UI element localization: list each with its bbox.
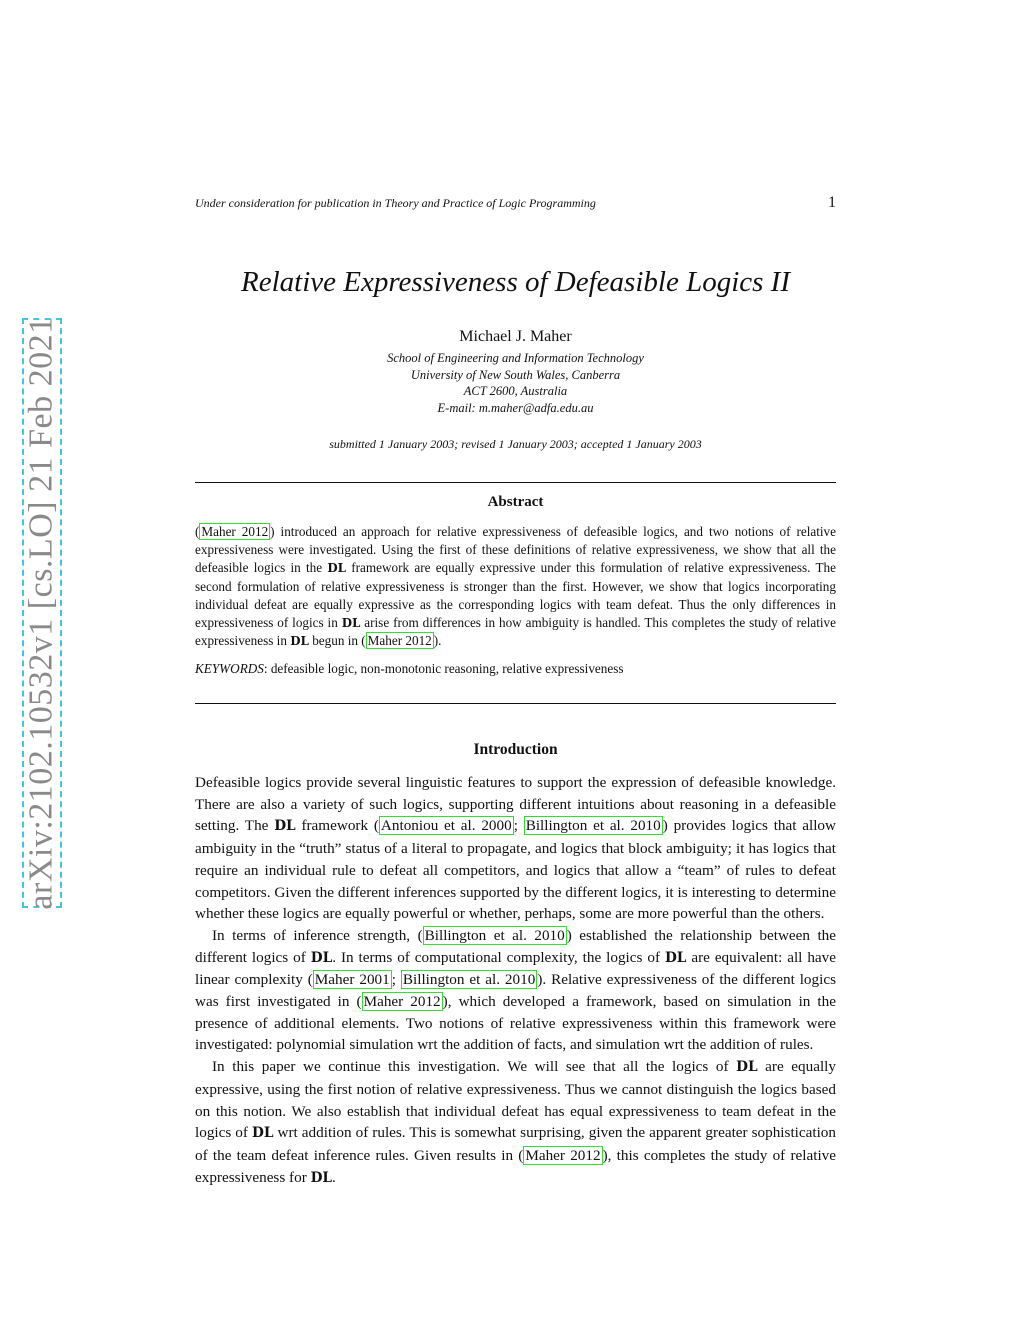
paragraph [195, 772, 836, 925]
dl-symbol: DL [274, 818, 296, 835]
citation-link[interactable]: Billington et al. 2010 [402, 971, 536, 989]
author-email: E-mail: m.maher@adfa.edu.au [437, 400, 594, 415]
affiliation-line: University of New South Wales, Canberra [410, 367, 621, 382]
keywords-text: : defeasible logic, non-monotonic reasoning, relative expressiveness [263, 661, 624, 676]
text-run: wrt addition of rules. This is somewhat surprising, given the apparent greater sophistication of the team defeat inference rules. Given results in ( [195, 1124, 836, 1164]
paragraph [195, 1056, 836, 1189]
text-run: . [332, 1168, 336, 1186]
dl-symbol: DL [290, 634, 309, 649]
author-name: Michael J. Maher [459, 328, 572, 345]
text-run: framework are equally expressive under this formulation of relative expressiveness. The second formulation of relative expressiveness is stronger than the first. However, we show that logics incorporating individual defeat are equally expressive as the corresponding logics with team defeat. Thus the only differences in expressiveness of logics in [195, 560, 836, 631]
affiliation-line: School of Engineering and Information Technology [387, 351, 644, 365]
text-run: ; [391, 971, 401, 989]
citation-link[interactable]: Antoniou et al. 2000 [380, 817, 512, 835]
text-run: begun in ( [308, 633, 366, 649]
citation-link[interactable]: Maher 2012 [363, 993, 441, 1011]
citation-link[interactable]: Billington et al. 2010 [424, 926, 565, 944]
text-run: framework ( [295, 817, 379, 835]
text-run: . In terms of computational complexity, the logics of [332, 948, 665, 966]
page-number: 1 [828, 194, 836, 211]
running-header [195, 194, 836, 212]
citation-link[interactable]: Maher 2012 [525, 1146, 601, 1164]
text-run: are equivalent: all have linear complexity ( [195, 948, 837, 989]
text-run: ), this completes the study of relative expressiveness for [195, 1146, 836, 1186]
text-run: ( [195, 524, 200, 539]
dl-symbol: DL [310, 949, 333, 966]
citation-link[interactable]: Maher 2012 [367, 633, 432, 649]
affiliation-line: ACT 2600, Australia [463, 384, 568, 398]
text-run: In this paper we continue this investigation. We will see that all the logics of [212, 1058, 737, 1076]
paper-title: Relative Expressiveness of Defeasible Logics II [241, 266, 790, 298]
dl-symbol: DL [310, 1169, 333, 1186]
abstract-top-rule [195, 482, 836, 483]
text-run: arise from differences in how ambiguity is handled. This completes the study of relative expressiveness in [195, 615, 836, 649]
abstract-bottom-rule [195, 703, 836, 704]
dl-symbol: DL [736, 1059, 758, 1076]
introduction-body [195, 772, 836, 1189]
text-run: In terms of inference strength, ( [212, 926, 423, 944]
abstract-body [195, 523, 836, 650]
text-run: ), which developed a framework, based on simulation in the presence of additional elements. Two notions of relative expressiveness within this framework were investigated: polynomial simulation wrt the addition of facts, and simulation wrt the addition of rules. [195, 993, 836, 1054]
keywords [195, 661, 836, 677]
dl-symbol: DL [252, 1125, 274, 1142]
section-heading-introduction: Introduction [473, 741, 558, 758]
citation-link[interactable]: Maher 2012 [201, 524, 269, 539]
arxiv-identifier-text: arXiv:2102.10532v1 [cs.LO] 21 Feb 2021 [23, 316, 60, 910]
text-run: Defeasible logics provide several linguistic features to support the expression of defeasible knowledge. There are also a variety of such logics, supporting different intuitions about reasoning in a defeasible setting. The [195, 774, 836, 835]
text-run: ) introduced an approach for relative expressiveness of defeasible logics, and two notions of relative expressiveness were investigated. Using the first of these definitions of relative expressiveness, we show that all the defeasible logics in the [195, 524, 836, 576]
text-run: ). Relative expressiveness of the different logics was first investigated in ( [195, 971, 836, 1011]
text-run: ) established the relationship between the different logics of [195, 926, 836, 966]
journal-name: Under consideration for publication in Theory and Practice of Logic Programming [195, 196, 596, 210]
text-run: ) provides logics that allow ambiguity in the “truth” status of a literal to propagate, and logics that block ambiguity; it has logics that require an individual rule to defeat all competitors, and logics that allow a “team” of rules to defeat competitors. Given the different inferences supported by the different logics, it is interesting to determine whether these logics are equally powerful or whether, perhaps, some are more powerful than the others. [195, 817, 836, 923]
text-run: are equally expressive, using the first notion of relative expressiveness. Thus we cannot distinguish the logics based on this notion. We also establish that individual defeat has equal expressiveness to team defeat in the logics of [195, 1058, 836, 1142]
abstract-heading: Abstract [487, 494, 544, 510]
keywords-label: KEYWORDS [195, 661, 264, 676]
text-run: ; [513, 817, 524, 835]
paragraph [195, 925, 836, 1056]
citation-link[interactable]: Billington et al. 2010 [525, 817, 661, 835]
dl-symbol: DL [341, 616, 361, 631]
dl-symbol: DL [664, 949, 687, 966]
submission-dates: submitted 1 January 2003; revised 1 January 2003; accepted 1 January 2003 [329, 437, 702, 451]
arxiv-identifier-stamp [22, 318, 62, 908]
citation-link[interactable]: Maher 2001 [314, 971, 390, 989]
author-block [195, 328, 836, 416]
text-run: ). [433, 633, 442, 649]
dl-symbol: DL [327, 561, 346, 576]
